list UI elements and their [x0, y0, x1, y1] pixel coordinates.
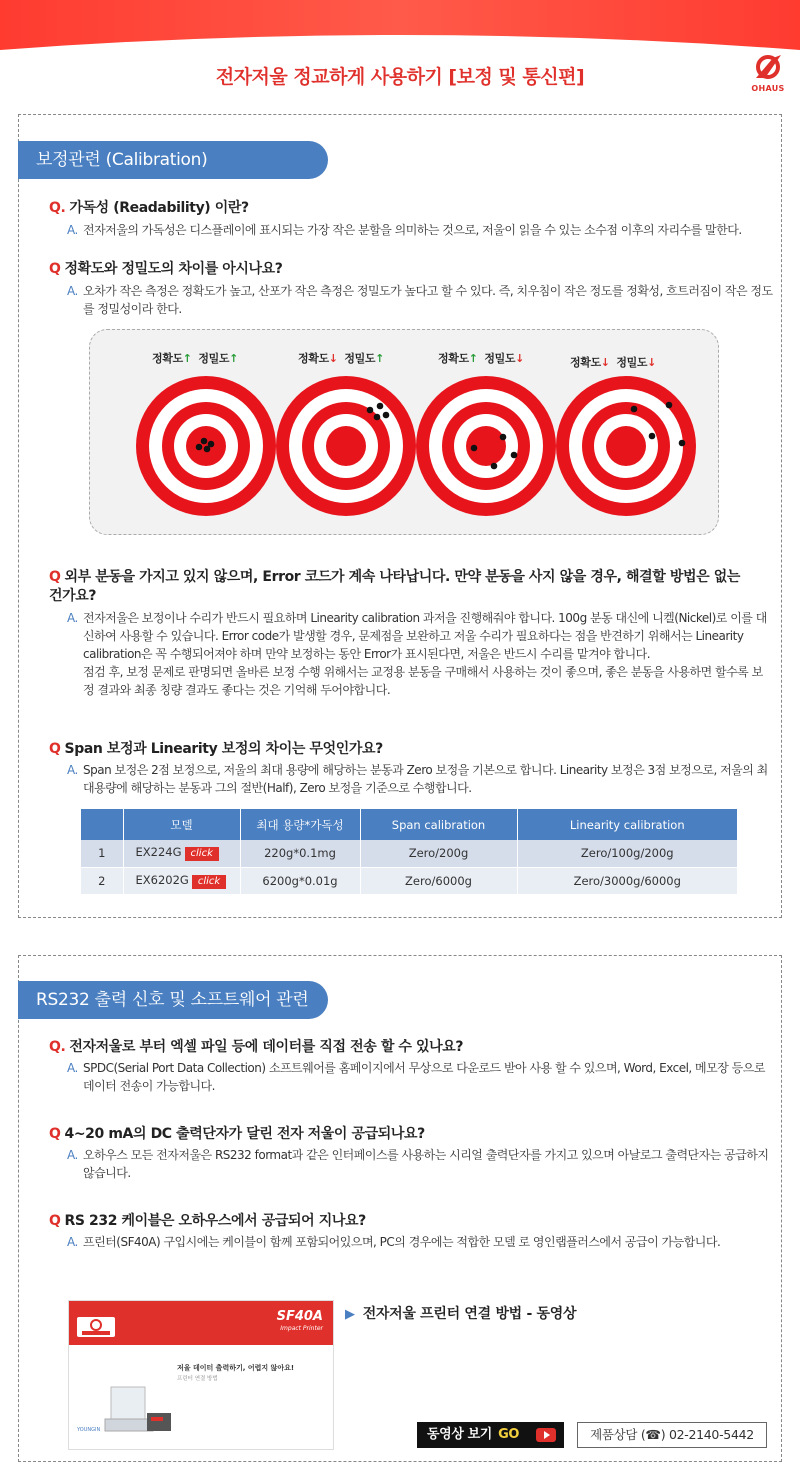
calibration-table	[81, 809, 737, 895]
table-header-capacity: 최대 용량*가독성	[240, 809, 360, 840]
table-header-span: Span calibration	[360, 809, 517, 840]
balance-printer-icon	[97, 1383, 173, 1435]
logo-text: OHAUS	[751, 84, 785, 93]
table-row: 2 EX6202G click 6200g*0.01g Zero/6000g Zero/3000g/6000g	[81, 867, 737, 894]
answer-accuracy-precision: A. 오차가 작은 측정은 정확도가 높고, 산포가 작은 측정은 정밀도가 높다고 할 수 있다. 즉, 치우침이 작은 정도를 정확성, 흐트러짐이 작은 정도를 정밀성이라 한다.	[67, 284, 773, 316]
watch-video-button[interactable]: 동영상 보기 GO	[417, 1422, 564, 1448]
target-label-2: 정확도↓ 정밀도↑	[298, 352, 384, 365]
calibration-heading: 보정관련 (Calibration)	[18, 141, 328, 179]
table-header-linearity: Linearity calibration	[517, 809, 737, 840]
answer-readability: A. 전자저울의 가독성은 디스플레이에 표시되는 가장 작은 분할을 의미하는 것으로, 저울이 읽을 수 있는 소수점 이후의 자리수를 말한다.	[67, 223, 742, 237]
arrow-right-icon: ▶	[345, 1307, 355, 1322]
thumb-subtitle: Impact Printer	[280, 1325, 323, 1332]
target-2	[276, 376, 416, 516]
top-red-arc	[0, 0, 800, 60]
page-title: 전자저울 정교하게 사용하기 [보정 및 통신편]	[215, 66, 585, 88]
target-4	[556, 376, 696, 516]
question-accuracy-precision: Q 정확도와 정밀도의 차이를 아시나요?	[49, 261, 283, 277]
table-header-row	[81, 809, 737, 840]
question-external-weight: Q 외부 분동을 가지고 있지 않으며, Error 코드가 계속 나타납니다. 만약 분동을 사지 않을 경우, 해결할 방법은 없는 건가요?	[49, 569, 740, 604]
model-click-button[interactable]: click	[185, 847, 219, 861]
thumb-text: 저울 데이터 출력하기, 어렵지 않아요!	[177, 1364, 295, 1372]
answer-span-linearity: A. Span 보정은 2점 보정으로, 저울의 최대 용량에 해당하는 분동과 Zero 보정을 기본으로 합니다. Linearity 보정은 3점 보정으로, 저울의 최대용량에 해당하는 분동과 그의 절반(Half), Zero 보정을 기준으로 수행합니다.	[67, 763, 768, 795]
answer-excel-transfer: A. SPDC(Serial Port Data Collection) 소프트웨어를 홈페이지에서 무상으로 다운로드 받아 사용 할 수 있으며, Word, Excel, 메모장 등으로 데이터 전송이 가능합니다.	[67, 1061, 765, 1093]
accuracy-precision-diagram	[89, 329, 719, 535]
answer-dc-output: A. 오하우스 모든 전자저울은 RS232 format과 같은 인터페이스를 사용하는 시리얼 출력단자를 가지고 있으며 아날로그 출력단자는 공급하지 않습니다.	[67, 1148, 769, 1180]
table-header-no	[81, 809, 123, 840]
rs232-section	[18, 955, 782, 1462]
question-dc-output: Q 4~20 mA의 DC 출력단자가 달린 전자 저울이 공급되나요?	[49, 1126, 425, 1142]
calibration-section	[18, 114, 782, 918]
answer-external-weight: A. 전자저울은 보정이나 수리가 반드시 필요하며 Linearity calibration 과저을 진행해줘야 합니다. 100g 분동 대신에 니켈(Nickel)로 이를 대신하여 사용할 수 있습니다. Error code가 발생할 경우, 문제점을 보완하고 저울 수리가 필요하다는 점을 반견하기 위해서는 Linearity calibration은 꼭 수행되어져야 하며 만약 보정하는 동안 Error가 표시된다면, 저울은 반드시 수리를 맡겨야 합니다. 점검 후, 보정 문제로 판명되면 올바른 보정 수행 위해서는 교정용 분동을 구매해서 사용하는 것이 좋으며, 좋은 분동을 사용하면 할수록 보정 결과와 최종 칭량 결과도 좋다는 것은 기억해 두어야합니다.	[67, 611, 767, 697]
targets-svg	[90, 330, 720, 536]
question-span-linearity: Q Span 보정과 Linearity 보정의 차이는 무엇인가요?	[49, 741, 383, 757]
youtube-play-icon	[536, 1428, 556, 1442]
thumb-brand: YOUNGIN	[77, 1427, 101, 1433]
video-thumbnail[interactable]	[69, 1301, 333, 1449]
thumb-subtext: 프린터 연결 방법	[177, 1376, 218, 1382]
target-label-1: 정확도↑ 정밀도↑	[152, 352, 238, 365]
printer-video-link[interactable]: ▶ 전자저울 프린터 연결 방법 - 동영상	[345, 1306, 577, 1322]
ohaus-logo	[745, 52, 791, 93]
target-3	[416, 376, 556, 516]
question-readability: Q. 가독성 (Readability) 이란?	[49, 200, 249, 216]
target-label-3: 정확도↑ 정밀도↓	[438, 352, 524, 365]
contact-phone: 제품상담 (☎) 02-2140-5442	[577, 1422, 767, 1448]
question-rs232-cable: Q RS 232 케이블은 오하우스에서 공급되어 지나요?	[49, 1213, 366, 1229]
answer-rs232-cable: A. 프린터(SF40A) 구입시에는 케이블이 함께 포함되어있으며, PC의 경우에는 적합한 모델 로 영인랩플러스에서 공급이 가능합니다.	[67, 1235, 721, 1249]
thumb-title: SF40A	[276, 1309, 323, 1324]
model-click-button[interactable]: click	[192, 875, 226, 889]
table-row: 1 EX224G click 220g*0.1mg Zero/200g Zero/100g/200g	[81, 840, 737, 867]
thumb-logo-icon	[77, 1317, 115, 1337]
question-excel-transfer: Q. 전자저울로 부터 엑셀 파일 등에 데이터를 직접 전송 할 수 있나요?	[49, 1039, 464, 1055]
rs232-heading: RS232 출력 신호 및 소프트웨어 관련	[18, 981, 328, 1019]
target-label-4: 정확도↓ 정밀도↓	[570, 356, 656, 369]
target-1	[136, 376, 276, 516]
table-header-model: 모델	[123, 809, 240, 840]
